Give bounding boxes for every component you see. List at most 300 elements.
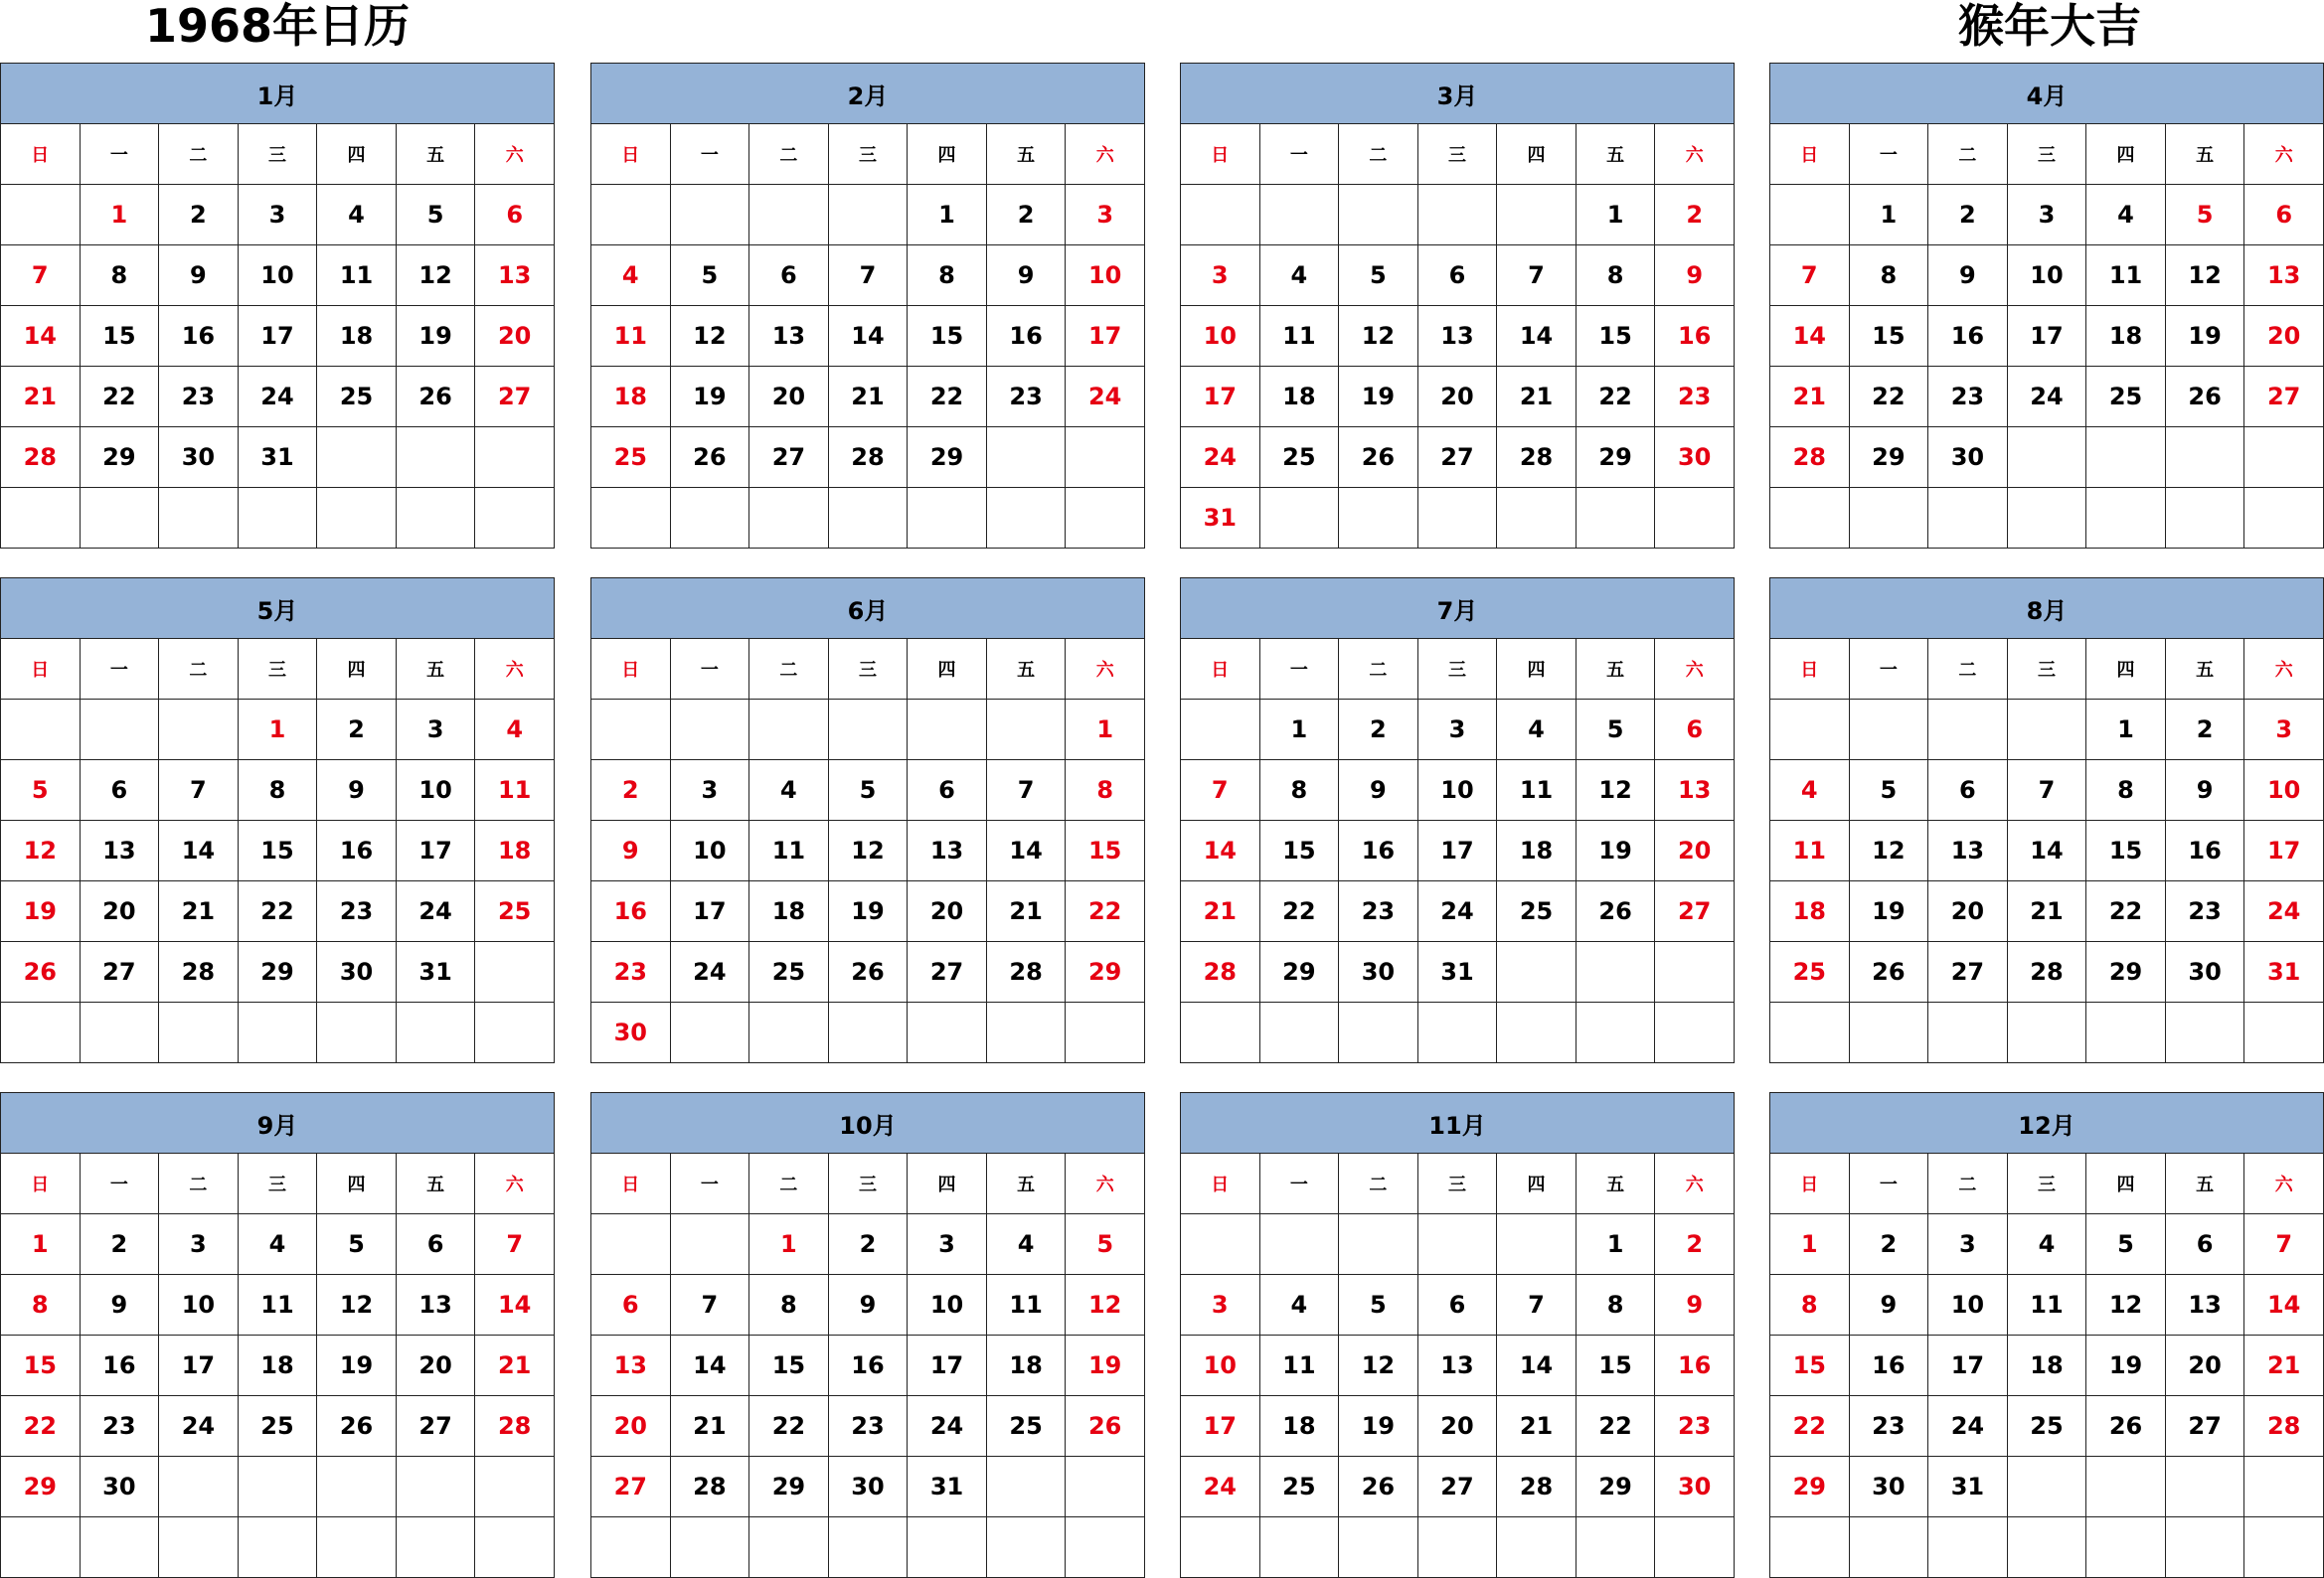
day-cell: 29 [908,427,987,488]
day-cell: 29 [1770,1457,1850,1517]
weekday-label: 四 [1497,639,1577,700]
day-cell: 1 [1576,185,1655,245]
day-cell: 5 [1339,1275,1418,1336]
day-cell: 26 [1849,942,1928,1003]
weekday-label: 二 [1339,1154,1418,1214]
day-cell: 20 [908,881,987,942]
day-cell: 25 [2086,367,2166,427]
empty-cell [2086,427,2166,488]
week-row [1,367,555,427]
weekday-label: 三 [828,1154,908,1214]
day-cell: 6 [475,185,555,245]
empty-cell [670,1517,749,1578]
empty-cell [986,1003,1066,1063]
weekday-label: 三 [828,124,908,185]
day-cell: 13 [1417,306,1497,367]
week-row [1,245,555,306]
empty-cell [1849,488,1928,549]
day-cell: 17 [396,821,475,881]
day-cell: 21 [1,367,81,427]
week-row [1,427,555,488]
day-cell: 7 [2244,1214,2324,1275]
day-cell: 9 [1849,1275,1928,1336]
day-cell: 26 [828,942,908,1003]
empty-cell [1576,1517,1655,1578]
day-cell: 10 [670,821,749,881]
day-cell: 29 [238,942,317,1003]
month-table [1180,63,1735,549]
empty-cell [238,488,317,549]
day-cell: 1 [2086,700,2166,760]
week-row [1770,881,2324,942]
day-cell: 13 [1417,1336,1497,1396]
week-row [1770,1214,2324,1275]
day-cell: 21 [475,1336,555,1396]
empty-cell [1928,700,2008,760]
day-cell: 18 [1259,1396,1339,1457]
day-cell: 28 [2244,1396,2324,1457]
day-cell: 11 [1259,306,1339,367]
empty-cell [396,427,475,488]
day-cell: 23 [1655,367,1735,427]
day-cell: 21 [1497,367,1577,427]
day-cell: 3 [1928,1214,2008,1275]
empty-cell [1,488,81,549]
day-cell: 25 [317,367,397,427]
day-cell: 24 [1417,881,1497,942]
empty-cell [1770,1517,1850,1578]
day-cell: 1 [908,185,987,245]
empty-cell [1259,185,1339,245]
day-cell: 2 [828,1214,908,1275]
month-calendar [1769,63,2324,546]
day-cell: 7 [1,245,81,306]
day-cell: 7 [828,245,908,306]
week-row [1181,367,1735,427]
day-cell: 30 [591,1003,671,1063]
empty-cell [1181,1214,1260,1275]
empty-cell [1928,1003,2008,1063]
day-cell: 19 [1,881,81,942]
day-cell: 29 [1066,942,1145,1003]
day-cell: 6 [2165,1214,2244,1275]
week-row [1770,1517,2324,1578]
weekday-label: 一 [670,639,749,700]
day-cell: 4 [1497,700,1577,760]
day-cell: 19 [1339,1396,1418,1457]
day-cell: 22 [238,881,317,942]
weekday-label: 日 [1,1154,81,1214]
day-cell: 9 [317,760,397,821]
day-cell: 23 [1928,367,2008,427]
day-cell: 9 [1655,1275,1735,1336]
day-cell: 5 [317,1214,397,1275]
week-row [1,700,555,760]
day-cell: 23 [986,367,1066,427]
day-cell: 7 [2007,760,2086,821]
day-cell: 13 [1655,760,1735,821]
week-row [1,488,555,549]
day-cell: 9 [828,1275,908,1336]
day-cell: 18 [1770,881,1850,942]
day-cell: 9 [1928,245,2008,306]
empty-cell [670,1003,749,1063]
day-cell: 7 [670,1275,749,1336]
week-row [1,1457,555,1517]
day-cell: 26 [670,427,749,488]
empty-cell [1066,1457,1145,1517]
day-cell: 4 [591,245,671,306]
day-cell: 5 [1,760,81,821]
day-cell: 9 [2165,760,2244,821]
empty-cell [828,185,908,245]
day-cell: 14 [1497,1336,1577,1396]
empty-cell [1770,1003,1850,1063]
day-cell: 4 [1259,1275,1339,1336]
month-table [0,577,555,1063]
day-cell: 11 [2007,1275,2086,1336]
empty-cell [986,1517,1066,1578]
weekday-label: 五 [2165,639,2244,700]
week-row [1,760,555,821]
day-cell: 9 [591,821,671,881]
day-cell: 15 [1,1336,81,1396]
month-calendar [590,1092,1145,1575]
day-cell: 30 [1928,427,2008,488]
empty-cell [986,700,1066,760]
week-row [1,1214,555,1275]
week-row [1181,760,1735,821]
empty-cell [1,1003,81,1063]
empty-cell [591,1214,671,1275]
day-cell: 23 [159,367,239,427]
empty-cell [1339,1214,1418,1275]
weekday-label: 一 [670,1154,749,1214]
month-title: 5月 [1,578,555,639]
week-row [591,1214,1145,1275]
weekday-label: 日 [1770,1154,1850,1214]
day-cell: 10 [2007,245,2086,306]
weekday-label: 日 [1770,124,1850,185]
day-cell: 15 [238,821,317,881]
day-cell: 6 [749,245,829,306]
day-cell: 3 [2007,185,2086,245]
day-cell: 31 [1928,1457,2008,1517]
weekday-label: 一 [1849,124,1928,185]
day-cell: 25 [749,942,829,1003]
day-cell: 12 [1066,1275,1145,1336]
empty-cell [2165,488,2244,549]
day-cell: 4 [1259,245,1339,306]
day-cell: 20 [396,1336,475,1396]
weekday-label: 六 [2244,1154,2324,1214]
day-cell: 16 [1655,1336,1735,1396]
day-cell: 30 [828,1457,908,1517]
day-cell: 8 [1,1275,81,1336]
empty-cell [1417,1517,1497,1578]
empty-cell [1181,700,1260,760]
month-calendar [0,1092,555,1575]
day-cell: 15 [1770,1336,1850,1396]
week-row [1,306,555,367]
day-cell: 23 [317,881,397,942]
day-cell: 10 [159,1275,239,1336]
day-cell: 16 [1928,306,2008,367]
weekday-label: 四 [908,124,987,185]
week-row [1181,942,1735,1003]
weekday-label: 日 [1,124,81,185]
day-cell: 15 [1259,821,1339,881]
day-cell: 12 [396,245,475,306]
day-cell: 28 [475,1396,555,1457]
day-cell: 17 [2007,306,2086,367]
day-cell: 16 [986,306,1066,367]
day-cell: 15 [1849,306,1928,367]
day-cell: 5 [828,760,908,821]
week-row [591,1003,1145,1063]
weekday-label: 日 [1181,1154,1260,1214]
day-cell: 11 [1497,760,1577,821]
empty-cell [1497,1517,1577,1578]
weekday-label: 二 [749,1154,829,1214]
day-cell: 19 [1576,821,1655,881]
day-cell: 20 [2244,306,2324,367]
empty-cell [159,1517,239,1578]
empty-cell [1,185,81,245]
month-calendar [1769,1092,2324,1575]
day-cell: 30 [1339,942,1418,1003]
week-row [591,1517,1145,1578]
day-cell: 31 [2244,942,2324,1003]
month-table [1180,1092,1735,1578]
day-cell: 12 [1339,306,1418,367]
weekday-label: 一 [670,124,749,185]
weekday-label: 六 [2244,639,2324,700]
empty-cell [1417,185,1497,245]
month-calendar [0,577,555,1060]
empty-cell [670,1214,749,1275]
day-cell: 7 [1497,245,1577,306]
weekday-label: 五 [396,1154,475,1214]
day-cell: 12 [670,306,749,367]
day-cell: 13 [2244,245,2324,306]
week-row [1181,1517,1735,1578]
day-cell: 22 [1,1396,81,1457]
empty-cell [2007,700,2086,760]
day-cell: 27 [1655,881,1735,942]
day-cell: 11 [317,245,397,306]
year-slogan: 猴年大吉 [1958,0,2141,53]
weekday-label: 日 [591,1154,671,1214]
month-calendar [590,577,1145,1060]
weekday-label: 二 [159,124,239,185]
empty-cell [1928,488,2008,549]
empty-cell [238,1457,317,1517]
empty-cell [2086,1517,2166,1578]
day-cell: 27 [80,942,159,1003]
weekday-label: 一 [1259,124,1339,185]
empty-cell [1770,488,1850,549]
empty-cell [1339,1517,1418,1578]
day-cell: 12 [1849,821,1928,881]
day-cell: 9 [986,245,1066,306]
empty-cell [2244,1457,2324,1517]
empty-cell [670,488,749,549]
day-cell: 18 [475,821,555,881]
day-cell: 3 [396,700,475,760]
day-cell: 30 [1655,427,1735,488]
day-cell: 8 [749,1275,829,1336]
day-cell: 21 [2007,881,2086,942]
day-cell: 19 [670,367,749,427]
day-cell: 10 [238,245,317,306]
day-cell: 17 [1066,306,1145,367]
day-cell: 3 [1181,1275,1260,1336]
empty-cell [1417,488,1497,549]
day-cell: 16 [80,1336,159,1396]
day-cell: 25 [1770,942,1850,1003]
day-cell: 31 [396,942,475,1003]
empty-cell [828,488,908,549]
day-cell: 4 [2007,1214,2086,1275]
week-row [1,1336,555,1396]
empty-cell [1339,1003,1418,1063]
day-cell: 12 [828,821,908,881]
day-cell: 11 [1770,821,1850,881]
empty-cell [2244,488,2324,549]
week-row [1181,306,1735,367]
empty-cell [1339,488,1418,549]
month-calendar [1180,63,1735,546]
day-cell: 22 [1849,367,1928,427]
day-cell: 12 [1339,1336,1418,1396]
day-cell: 3 [159,1214,239,1275]
day-cell: 8 [1066,760,1145,821]
empty-cell [2007,488,2086,549]
week-row [591,1396,1145,1457]
weekday-label: 二 [159,1154,239,1214]
weekday-label: 六 [2244,124,2324,185]
day-cell: 4 [475,700,555,760]
empty-cell [159,1003,239,1063]
empty-cell [1576,942,1655,1003]
empty-cell [475,1517,555,1578]
empty-cell [475,1457,555,1517]
day-cell: 16 [828,1336,908,1396]
weekday-label: 日 [1181,639,1260,700]
empty-cell [80,488,159,549]
week-row [1770,1336,2324,1396]
day-cell: 14 [828,306,908,367]
day-cell: 17 [1181,1396,1260,1457]
empty-cell [1259,488,1339,549]
empty-cell [749,700,829,760]
day-cell: 10 [1417,760,1497,821]
day-cell: 24 [908,1396,987,1457]
day-cell: 2 [159,185,239,245]
week-row [1770,760,2324,821]
day-cell: 15 [749,1336,829,1396]
day-cell: 27 [475,367,555,427]
day-cell: 20 [2165,1336,2244,1396]
day-cell: 3 [1181,245,1260,306]
week-row [1181,1336,1735,1396]
week-row [1181,1214,1735,1275]
day-cell: 21 [1181,881,1260,942]
week-row [1770,488,2324,549]
weekday-label: 三 [1417,639,1497,700]
weekday-label: 五 [986,1154,1066,1214]
day-cell: 2 [986,185,1066,245]
empty-cell [986,488,1066,549]
empty-cell [2007,1457,2086,1517]
weekday-label: 日 [591,639,671,700]
day-cell: 24 [1928,1396,2008,1457]
week-row [591,700,1145,760]
weekday-label: 日 [1181,124,1260,185]
day-cell: 15 [908,306,987,367]
weekday-label: 六 [475,1154,555,1214]
day-cell: 4 [317,185,397,245]
day-cell: 14 [1,306,81,367]
day-cell: 6 [1417,245,1497,306]
day-cell: 31 [238,427,317,488]
day-cell: 16 [591,881,671,942]
week-row [1770,427,2324,488]
empty-cell [1770,700,1850,760]
empty-cell [986,427,1066,488]
day-cell: 22 [2086,881,2166,942]
week-row [1770,367,2324,427]
weekday-label: 三 [1417,124,1497,185]
week-row [1181,881,1735,942]
day-cell: 25 [986,1396,1066,1457]
day-cell: 15 [1066,821,1145,881]
day-cell: 9 [80,1275,159,1336]
day-cell: 26 [1576,881,1655,942]
day-cell: 14 [986,821,1066,881]
day-cell: 13 [80,821,159,881]
weekday-label: 六 [1066,1154,1145,1214]
day-cell: 2 [591,760,671,821]
weekday-label: 四 [908,639,987,700]
day-cell: 6 [1417,1275,1497,1336]
empty-cell [1928,1517,2008,1578]
day-cell: 14 [2007,821,2086,881]
day-cell: 27 [591,1457,671,1517]
day-cell: 28 [1,427,81,488]
day-cell: 19 [1849,881,1928,942]
weekday-label: 四 [317,124,397,185]
day-cell: 29 [1576,427,1655,488]
empty-cell [1770,185,1850,245]
day-cell: 7 [159,760,239,821]
day-cell: 16 [1655,306,1735,367]
month-title: 4月 [1770,64,2324,124]
weekday-label: 三 [238,639,317,700]
week-row [1770,821,2324,881]
day-cell: 16 [1339,821,1418,881]
month-calendar [1769,577,2324,1060]
day-cell: 3 [1417,700,1497,760]
empty-cell [396,1003,475,1063]
weekday-label: 二 [159,639,239,700]
empty-cell [908,1003,987,1063]
day-cell: 19 [2165,306,2244,367]
day-cell: 23 [1655,1396,1735,1457]
week-row [1181,821,1735,881]
empty-cell [1497,1214,1577,1275]
